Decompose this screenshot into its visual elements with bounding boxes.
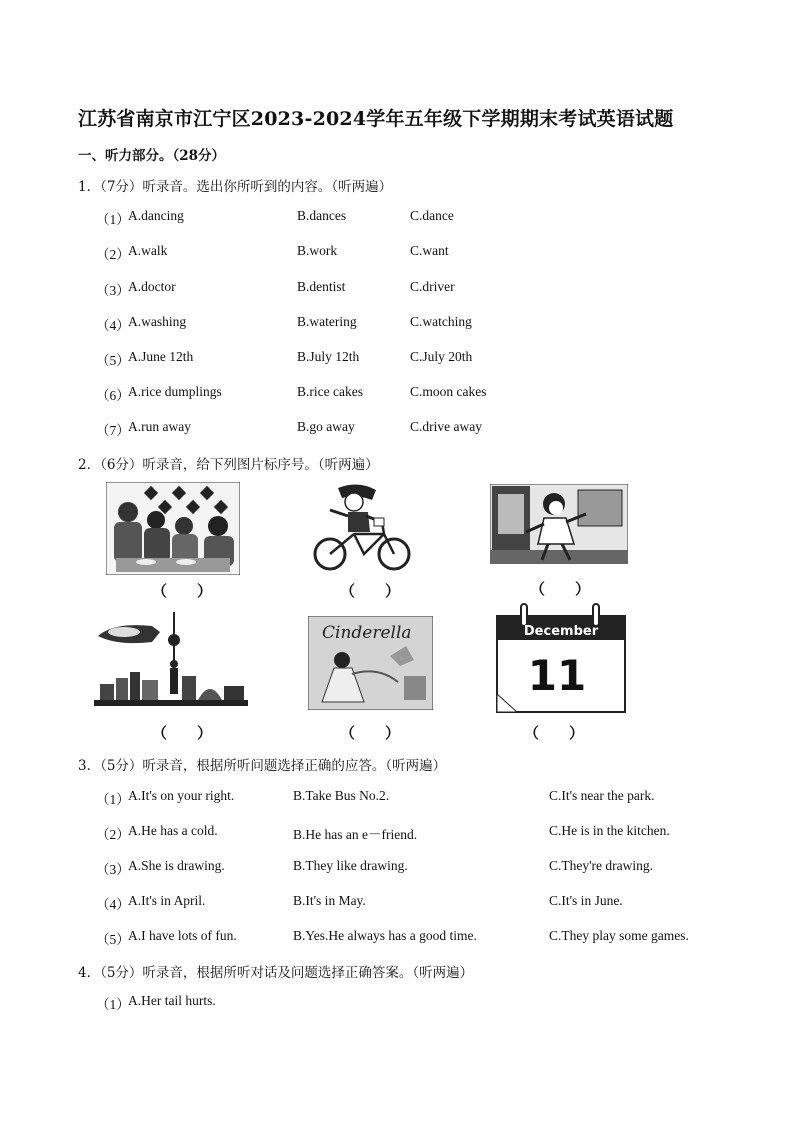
option-a: A.walk xyxy=(128,243,168,258)
item-number: （2） xyxy=(96,247,130,262)
option-b: B.Take Bus No.2. xyxy=(293,788,390,803)
girl-dancing-room-picture xyxy=(490,484,628,564)
item-number: （1） xyxy=(96,792,130,807)
svg-text:Cinderella: Cinderella xyxy=(322,623,412,643)
item-number: （1） xyxy=(96,997,130,1012)
answer-blank[interactable]: （ ） xyxy=(340,724,401,742)
q1-heading: 1．（7分）听录音。选出你所听到的内容。（听两遍） xyxy=(78,179,393,195)
answer-blank[interactable]: （ ） xyxy=(152,582,213,600)
item-number: （5） xyxy=(96,353,130,368)
option-b: B.watering xyxy=(297,314,357,329)
item-number: （2） xyxy=(96,827,130,842)
item-number: （6） xyxy=(96,388,130,403)
page-title: 江苏省南京市江宁区2023-2024学年五年级下学期期末考试英语试题 xyxy=(78,108,674,130)
q3-heading: 3．（5分）听录音，根据所听问题选择正确的应答。（听两遍） xyxy=(78,758,447,774)
option-c: C.dance xyxy=(410,208,454,223)
item-number: （4） xyxy=(96,318,130,333)
item-number: （3） xyxy=(96,862,130,877)
option-b: B.dances xyxy=(297,208,347,223)
item-number: （4） xyxy=(96,897,130,912)
family-group-picture xyxy=(106,482,240,575)
option-a: A.washing xyxy=(128,314,187,329)
option-a: A.It's in April. xyxy=(128,893,206,908)
option-c: C.It's near the park. xyxy=(549,788,655,803)
item-number: （7） xyxy=(96,423,130,438)
option-b: B.They like drawing. xyxy=(293,858,408,873)
option-b: B.dentist xyxy=(297,279,346,294)
option-c: C.It's in June. xyxy=(549,893,623,908)
option-c: C.driver xyxy=(410,279,455,294)
option-a: A.rice dumplings xyxy=(128,384,222,399)
option-b: B.He has an e－friend. xyxy=(293,827,418,842)
option-a: A.I have lots of fun. xyxy=(128,928,237,943)
option-a: A.June 12th xyxy=(128,349,194,364)
item-number: （5） xyxy=(96,932,130,947)
option-a: A.run away xyxy=(128,419,191,434)
option-c: C.want xyxy=(410,243,449,258)
calendar-month: December xyxy=(523,624,599,639)
q2-heading: 2．（6分）听录音，给下列图片标序号。（听两遍） xyxy=(78,457,379,473)
option-c: C.drive away xyxy=(410,419,482,434)
option-a: A.doctor xyxy=(128,279,176,294)
city-skyline-picture xyxy=(94,612,248,706)
option-a: A.It's on your right. xyxy=(128,788,235,803)
item-number: （1） xyxy=(96,212,130,227)
option-c: C.watching xyxy=(410,314,472,329)
option-b: B.Yes.He always has a good time. xyxy=(293,928,477,943)
section-heading-listening: 一、听力部分。（28分） xyxy=(78,148,226,164)
option-b: B.July 12th xyxy=(297,349,360,364)
answer-blank[interactable]: （ ） xyxy=(340,582,401,600)
q4-heading: 4．（5分）听录音，根据所听对话及问题选择正确答案。（听两遍） xyxy=(78,965,474,981)
girl-riding-bike-picture xyxy=(308,482,416,572)
cinderella-book-picture xyxy=(308,616,433,710)
option-b: B.go away xyxy=(297,419,355,434)
calendar-day: 11 xyxy=(527,651,587,700)
option-c: C.They're drawing. xyxy=(549,858,654,873)
option-a: A.He has a cold. xyxy=(128,823,218,838)
option-c: C.moon cakes xyxy=(410,384,487,399)
answer-blank[interactable]: （ ） xyxy=(524,724,585,742)
option-a: A.Her tail hurts. xyxy=(128,993,216,1008)
option-b: B.It's in May. xyxy=(293,893,366,908)
option-c: C.July 20th xyxy=(410,349,473,364)
calendar-picture xyxy=(495,602,627,714)
option-c: C.He is in the kitchen. xyxy=(549,823,670,838)
answer-blank[interactable]: （ ） xyxy=(530,580,591,598)
option-b: B.rice cakes xyxy=(297,384,363,399)
answer-blank[interactable]: （ ） xyxy=(152,724,213,742)
option-c: C.They play some games. xyxy=(549,928,689,943)
option-a: A.dancing xyxy=(128,208,184,223)
option-a: A.She is drawing. xyxy=(128,858,225,873)
option-b: B.work xyxy=(297,243,338,258)
item-number: （3） xyxy=(96,283,130,298)
